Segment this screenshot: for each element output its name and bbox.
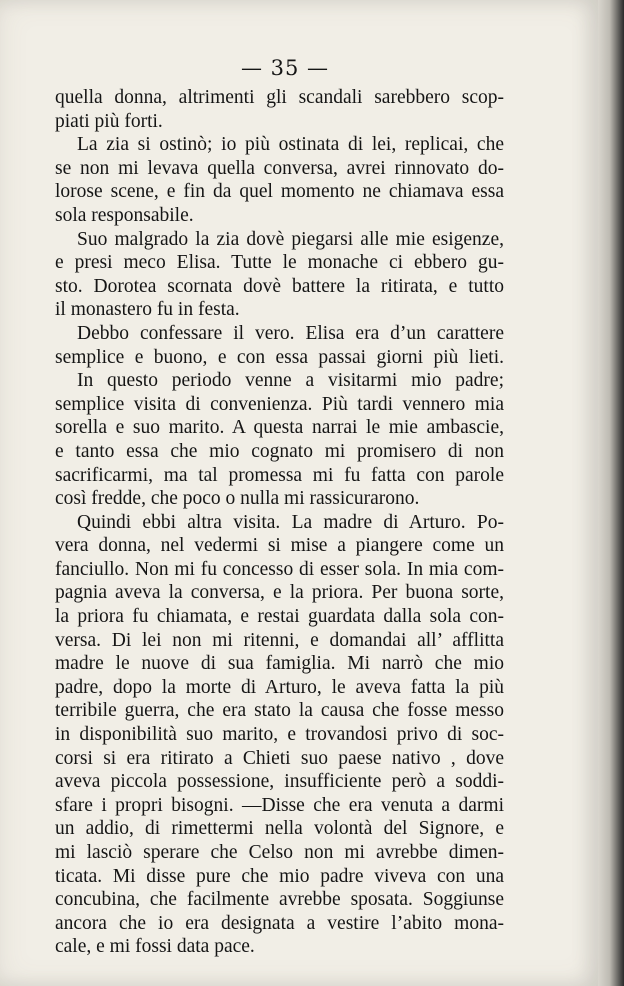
text-line: così fredde, che poco o nulla mi rassicurarono. — [55, 488, 420, 510]
text-line: fanciullo. Non mi fu concesso di esser sola. In mia com- — [55, 558, 504, 580]
body-text — [55, 86, 504, 959]
text-line: e presi meco Elisa. Tutte le monache ci ebbero gu- — [55, 252, 504, 274]
text-line: Quindi ebbi altra visita. La madre di Arturo. Po- — [77, 511, 504, 533]
text-line: piati più forti. — [55, 110, 163, 132]
text-line: pagnia aveva la conversa, e la priora. Per buona sorte, — [55, 582, 504, 604]
text-line: In questo periodo venne a visitarmi mio padre; — [77, 370, 504, 392]
text-line: vera donna, nel vedermi si mise a piangere come un — [55, 535, 504, 557]
text-line: cale, e mi fossi data pace. — [55, 936, 255, 958]
text-line: se non mi levava quella conversa, avrei rinnovato do- — [55, 157, 504, 179]
text-line: padre, dopo la morte di Arturo, le aveva fatta la più — [55, 676, 504, 698]
text-line: mi lasciò sperare che Celso non mi avrebbe dimen- — [55, 842, 504, 863]
text-line: Debbo confessare il vero. Elisa era d’un carattere — [77, 322, 504, 344]
text-line: sto. Dorotea scornata dovè battere la ritirata, e tutto — [55, 275, 504, 297]
text-line: sorella e suo marito. A questa narrai le mie ambascie, — [55, 417, 504, 439]
text-line: sacrificarmi, ma tal promessa mi fu fatta con parole — [55, 464, 504, 486]
text-line: concubina, che facilmente avrebbe sposata. Soggiunse — [55, 889, 504, 911]
text-line: sola responsabile. — [55, 204, 194, 226]
text-line: un addio, di rimettermi nella volontà del Signore, e — [55, 818, 504, 840]
text-line: lorose scene, e fin da quel momento ne chiamava essa — [55, 181, 504, 203]
text-line: semplice visita di convenienza. Più tardi vennero mia — [55, 393, 504, 415]
text-line: la priora fu chiamata, e restai guardata dalla sola con- — [55, 606, 504, 628]
text-line: La zia si ostinò; io più ostinata di lei, replicai, che — [77, 134, 504, 156]
text-line: corsi si era ritirato a Chieti suo paese nativo , dove — [55, 747, 504, 769]
text-line: versa. Di lei non mi ritenni, e domandai all’ afflitta — [55, 629, 504, 651]
text-line: Suo malgrado la zia dovè piegarsi alle mie esigenze, — [77, 228, 504, 250]
text-line: sfare i propri bisogni. —Disse che era venuta a darmi — [55, 794, 504, 816]
text-line: semplice e buono, e con essa passai giorni più lieti. — [55, 346, 504, 368]
text-line: e tanto essa che mio cognato mi promisero di non — [55, 440, 504, 462]
text-line: aveva piccola possessione, insufficiente però a soddi- — [55, 771, 504, 793]
text-line: quella donna, altrimenti gli scandali sarebbero scop- — [55, 87, 504, 108]
text-line: il monastero fu in festa. — [55, 299, 240, 321]
text-line: ancora che io era designata a vestire l’abito mona- — [55, 912, 504, 934]
page-edge — [598, 0, 624, 986]
text-line: madre le nuove di sua famiglia. Mi narrò che mio — [55, 653, 504, 675]
text-line: in disponibilità suo marito, e trovandosi privo di soc- — [55, 724, 504, 746]
page-number: — 35 — — [240, 56, 330, 80]
text-line: ticata. Mi disse pure che mio padre viveva con una — [55, 865, 504, 887]
text-line: terribile guerra, che era stato la causa che fosse messo — [55, 700, 504, 722]
